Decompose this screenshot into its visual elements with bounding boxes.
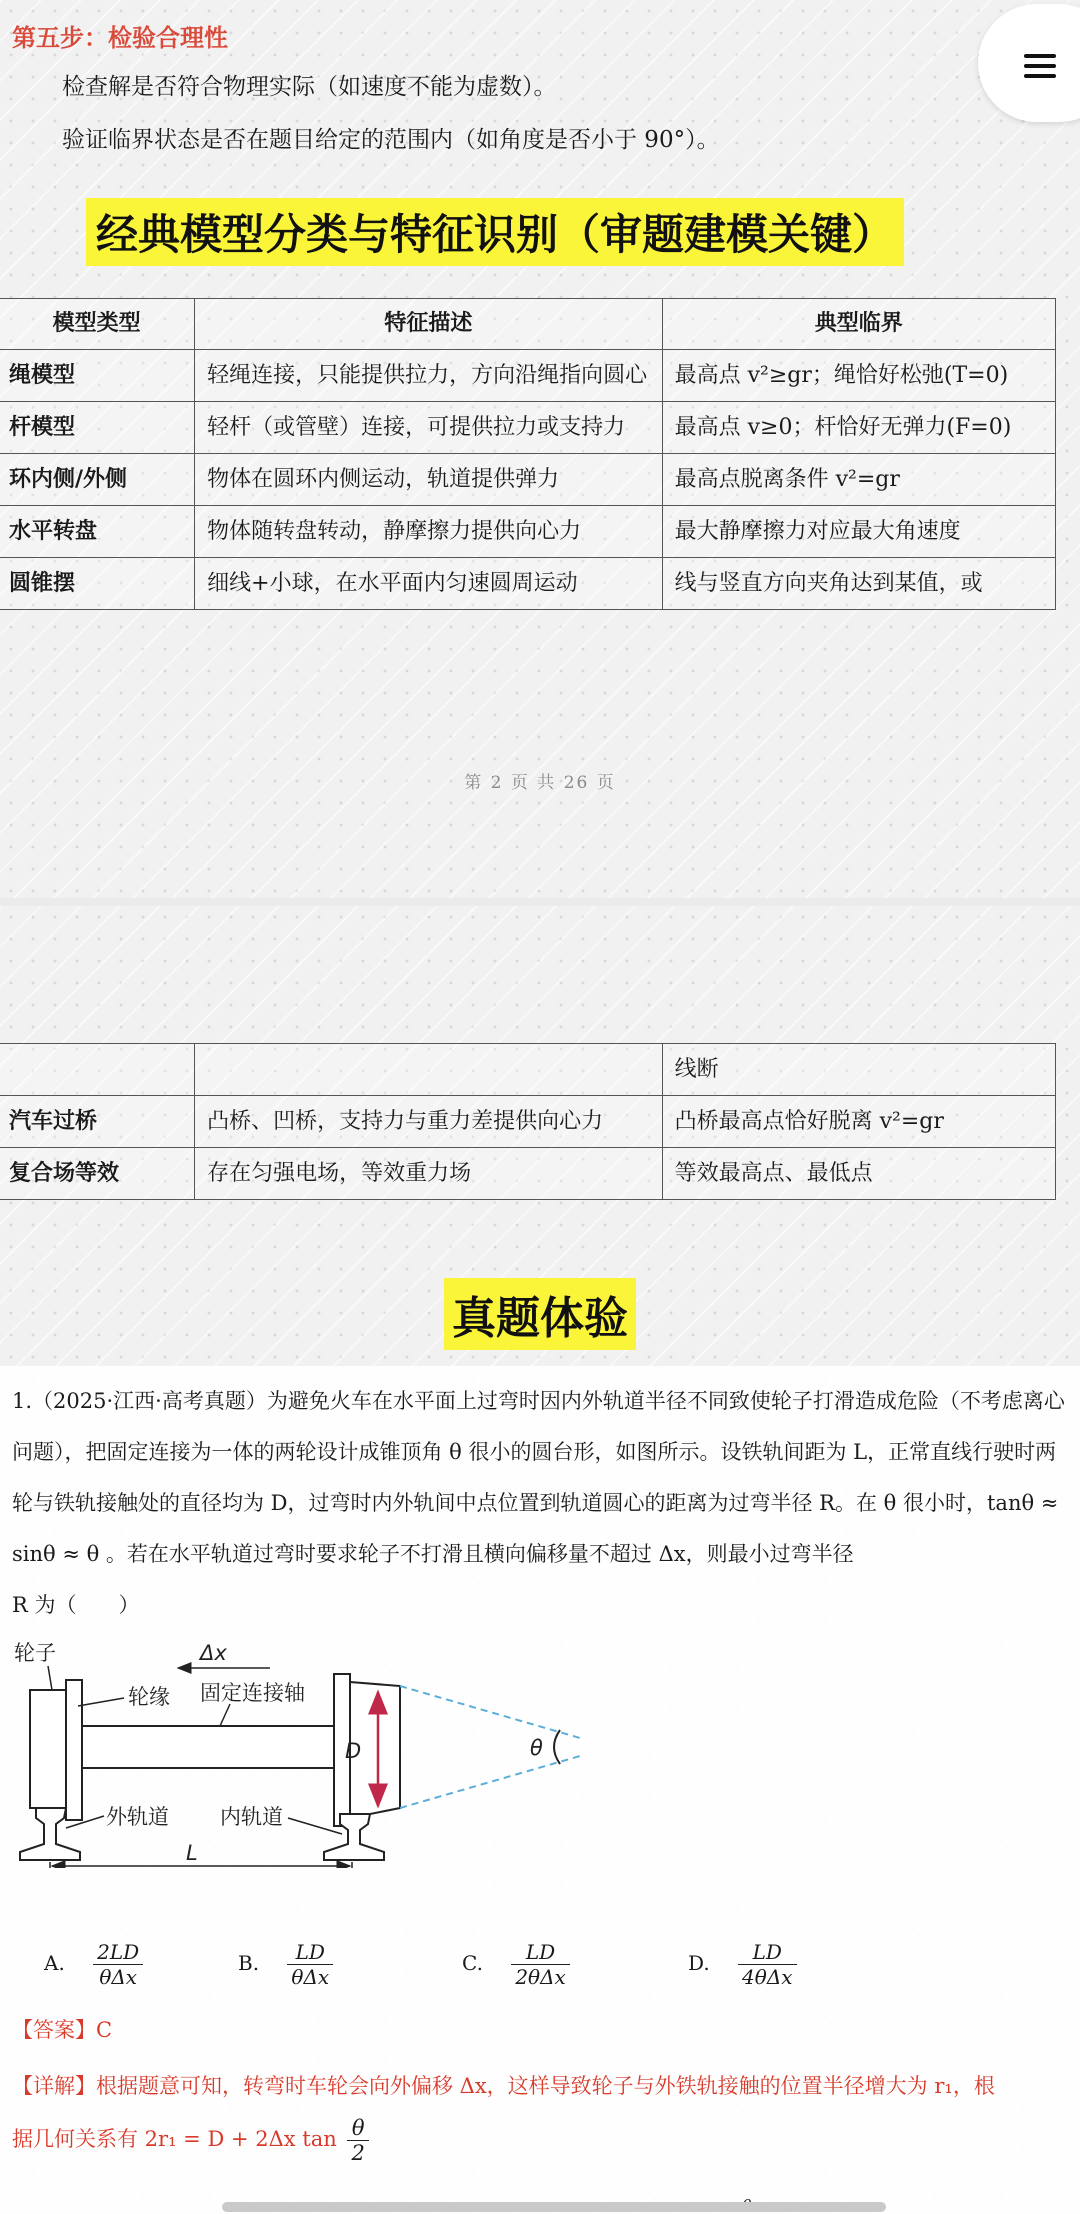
section-title-exam: 真题体验: [444, 1278, 636, 1350]
label-inner-track: 内轨道: [220, 1805, 283, 1829]
cell-type: 汽车过桥: [0, 1096, 195, 1148]
question-number: 1.: [12, 1389, 33, 1413]
option-c[interactable]: C. $\frac{LD}{\text{2θΔx}}$: [462, 1940, 570, 1989]
table-row: [0, 350, 1056, 402]
table-header-row: [0, 299, 1056, 350]
cell-critical: 凸桥最高点恰好脱离 v²=gr: [662, 1096, 1055, 1148]
left-wheel-rim-shape: [66, 1680, 82, 1820]
cell-critical: 最高点脱离条件 v²=gr: [662, 454, 1055, 506]
cell-critical: 等效最高点、最低点: [662, 1148, 1055, 1200]
table-row: [0, 558, 1056, 610]
check-line-1: 检查解是否符合物理实际（如速度不能为虚数）。: [62, 74, 557, 100]
cell-type: 杆模型: [0, 402, 195, 454]
check-line-2: 验证临界状态是否在题目给定的范围内（如角度是否小于 90°）。: [62, 127, 720, 153]
question-body: 为避免火车在水平面上过弯时因内外轨道半径不同致使轮子打滑造成危险（不考虑离心问题），把固定连接为一体的两轮设计成锥顶角 θ 很小的圆台形，如图所示。设铁轨间距为 L，正常直线行驶时两轮与铁轨接触处的直径均为 D，过弯时内外轨间中点位置到轨道圆心的距离为过弯半径 R。在 θ 很小时，tanθ ≈ sinθ ≈ θ 。若在水平轨道过弯时要求轮子不打滑且横向偏移量不超过 Δx，则最小过弯半径: [12, 1389, 1065, 1566]
horizontal-scrollbar[interactable]: [222, 2202, 886, 2212]
header-model-type: 模型类型: [0, 299, 195, 350]
header-critical: 典型临界: [662, 299, 1055, 350]
question-source: （2025·江西·高考真题）: [32, 1389, 267, 1413]
left-wheel-shape: [30, 1690, 66, 1808]
wheel-axle-diagram: [0, 1638, 620, 1868]
cell-feature: 轻绳连接，只能提供拉力，方向沿绳指向圆心: [195, 350, 662, 402]
label-d: D: [345, 1739, 362, 1763]
cell-type: 水平转盘: [0, 506, 195, 558]
cell-type: 环内侧/外侧: [0, 454, 195, 506]
label-rim: 轮缘: [128, 1685, 170, 1709]
step-title: 第五步：检验合理性: [12, 24, 228, 52]
detail-fraction: $\frac{\theta}{2}$: [347, 2116, 368, 2165]
table-row: [0, 506, 1056, 558]
label-wheel: 轮子: [14, 1641, 56, 1665]
question-ask: R 为（ ）: [12, 1593, 140, 1617]
cone-dashed-top: [400, 1686, 580, 1738]
cell-type: [0, 1044, 195, 1096]
table-row: [0, 454, 1056, 506]
cell-feature: 凸桥、凹桥，支持力与重力差提供向心力: [195, 1096, 662, 1148]
answer-line: 【答案】C: [12, 2018, 113, 2042]
label-outer-track: 外轨道: [106, 1805, 169, 1829]
cell-critical: 线断: [662, 1044, 1055, 1096]
option-a[interactable]: A. $\frac{2LD}{\text{θΔx}}$: [44, 1940, 143, 1989]
option-b[interactable]: B. $\frac{LD}{\text{θΔx}}$: [238, 1940, 333, 1989]
table-row: [0, 1044, 1056, 1096]
cone-dashed-bottom: [400, 1756, 580, 1808]
table-row: [0, 1148, 1056, 1200]
label-dx: Δx: [200, 1641, 227, 1665]
model-table: [0, 298, 1056, 610]
document-page-1: [0, 0, 1080, 898]
axle-shape: [82, 1726, 334, 1768]
cell-critical: 最大静摩擦力对应最大角速度: [662, 506, 1055, 558]
cell-feature: 物体随转盘转动，静摩擦力提供向心力: [195, 506, 662, 558]
cell-critical: 最高点 v≥0；杆恰好无弹力(F=0): [662, 402, 1055, 454]
section-title-models: 经典模型分类与特征识别（审题建模关键）: [86, 198, 904, 266]
theta-arc: [554, 1730, 560, 1764]
cell-feature: 细线+小球，在水平面内匀速圆周运动: [195, 558, 662, 610]
cell-critical: 最高点 v²≥gr；绳恰好松弛(T=0): [662, 350, 1055, 402]
question-text: [12, 1376, 1070, 1631]
cell-feature: [195, 1044, 662, 1096]
cell-type: 复合场等效: [0, 1148, 195, 1200]
cell-critical: 线与竖直方向夹角达到某值，或: [662, 558, 1055, 610]
cell-feature: 存在匀强电场，等效重力场: [195, 1148, 662, 1200]
label-theta: θ: [530, 1736, 543, 1760]
header-feature: 特征描述: [195, 299, 662, 350]
table-row: [0, 402, 1056, 454]
model-table-continued: [0, 1043, 1056, 1200]
label-l: L: [186, 1841, 198, 1865]
cell-feature: 轻杆（或管壁）连接，可提供拉力或支持力: [195, 402, 662, 454]
table-row: [0, 1096, 1056, 1148]
cell-type: 绳模型: [0, 350, 195, 402]
label-axle: 固定连接轴: [200, 1681, 305, 1705]
cell-feature: 物体在圆环内侧运动，轨道提供弹力: [195, 454, 662, 506]
cell-type: 圆锥摆: [0, 558, 195, 610]
detail-line-1: 【详解】根据题意可知，转弯时车轮会向外偏移 Δx，这样导致轮子与外铁轨接触的位置半径增大为 r₁，根: [12, 2074, 995, 2098]
detail-line-2: 据几何关系有 2r₁ = D + 2Δx tan $\frac{\theta}{2}$: [12, 2116, 369, 2165]
document-page-2: [0, 906, 1080, 2214]
option-d[interactable]: D. $\frac{LD}{\text{4θΔx}}$: [688, 1940, 797, 1989]
page-number: 第 2 页 共 26 页: [464, 773, 616, 793]
